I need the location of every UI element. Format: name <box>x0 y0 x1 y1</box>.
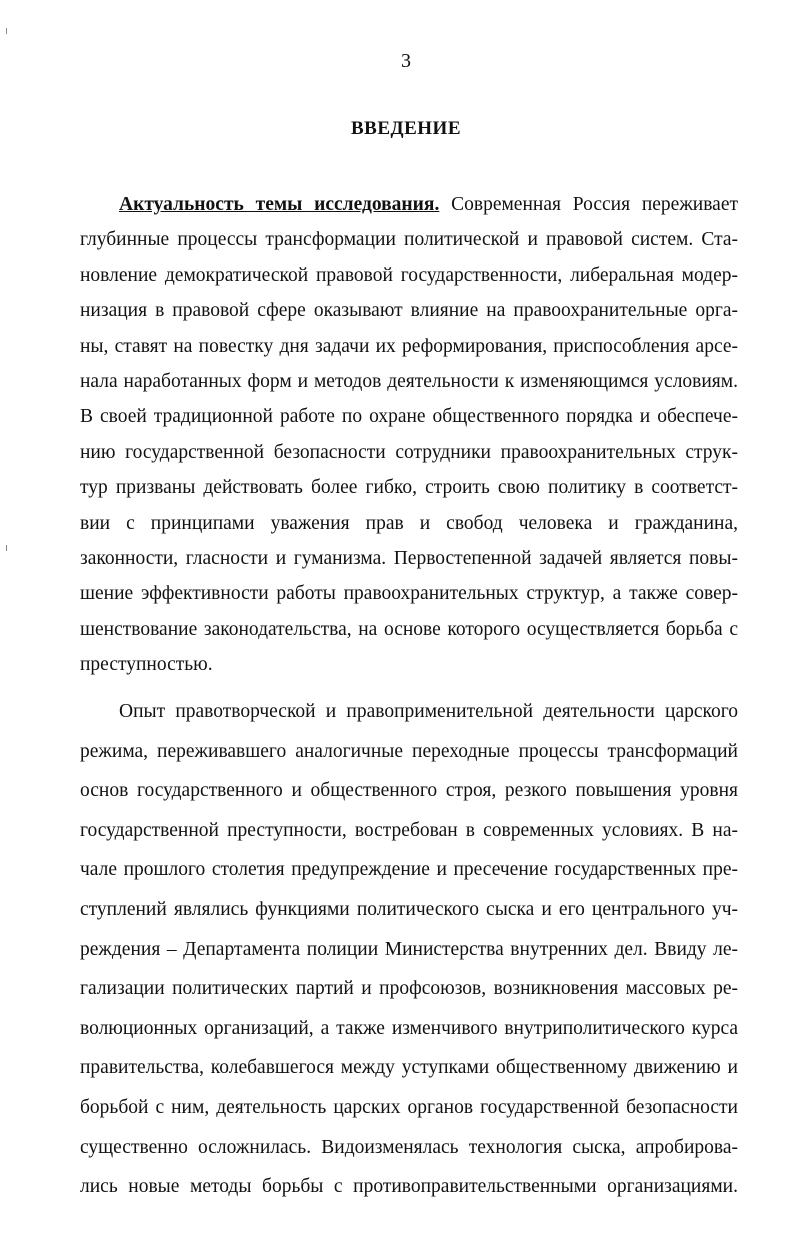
paragraph-relevance <box>80 187 738 682</box>
text-line: ступлений являлись функциями политического сыска и его центрального уч- <box>80 898 738 920</box>
text-line: государственной преступности, востребован в современных условиях. В на- <box>80 819 738 841</box>
text-line: гализации политических партий и профсоюзов, возникновения массовых ре- <box>80 978 738 1000</box>
text-line: законности, гласности и гуманизма. Первостепенной задачей является повы- <box>80 547 738 569</box>
scan-mark <box>6 28 7 34</box>
page-number: 3 <box>401 50 411 72</box>
text-line: тур призваны действовать более гибко, строить свою политику в соответст- <box>80 477 738 499</box>
text-line: низация в правовой сфере оказывают влияние на правоохранительные орга- <box>80 300 738 322</box>
text-line: шенствование законодательства, на основе которого осуществляется борьба с <box>80 618 738 640</box>
paragraph-experience <box>80 692 738 1207</box>
text-line: В своей традиционной работе по охране общественного порядка и обеспече- <box>80 406 738 428</box>
text-line: чале прошлого столетия предупреждение и пресечение государственных пре- <box>80 859 738 881</box>
text-line: основ государственного и общественного строя, резкого повышения уровня <box>80 780 738 802</box>
text-line: реждения – Департамента полиции Министерства внутренних дел. Ввиду ле- <box>80 938 738 960</box>
section-heading: ВВЕДЕНИЕ <box>351 118 461 139</box>
text-line: нала наработанных форм и методов деятельности к изменяющимся условиям. <box>80 370 738 392</box>
text-line: вии с принципами уважения прав и свобод человека и гражданина, <box>80 512 738 534</box>
scan-mark <box>6 545 7 551</box>
text-line: шение эффективности работы правоохранительных структур, а также совер- <box>80 583 738 605</box>
text-line: волюционных организаций, а также изменчивого внутриполитического курса <box>80 1017 738 1039</box>
text-line: ны, ставят на повестку дня задачи их реформирования, приспособления арсе- <box>80 335 738 357</box>
relevance-lead: Актуальность темы исследования. <box>119 194 440 215</box>
text-line: новление демократической правовой государственности, либеральная модер- <box>80 264 738 286</box>
text-line: лись новые методы борьбы с противоправительственными организациями. <box>80 1176 738 1198</box>
text-line-rest: Современная Россия переживает <box>439 194 738 215</box>
text-line: нию государственной безопасности сотрудники правоохранительных струк- <box>80 441 738 463</box>
text-line: правительства, колебавшегося между уступками общественному движению и <box>80 1057 738 1079</box>
text-line: борьбой с ним, деятельность царских органов государственной безопасности <box>80 1096 738 1118</box>
text-line <box>80 187 738 222</box>
text-line: Опыт правотворческой и правоприменительной деятельности царского <box>119 701 738 722</box>
text-line: существенно осложнилась. Видоизменялась технология сыска, апробирова- <box>80 1136 738 1158</box>
text-line: режима, переживавшего аналогичные переходные процессы трансформаций <box>80 740 738 762</box>
text-line: глубинные процессы трансформации политической и правовой систем. Ста- <box>80 229 738 251</box>
text-line: преступностью. <box>80 654 213 676</box>
